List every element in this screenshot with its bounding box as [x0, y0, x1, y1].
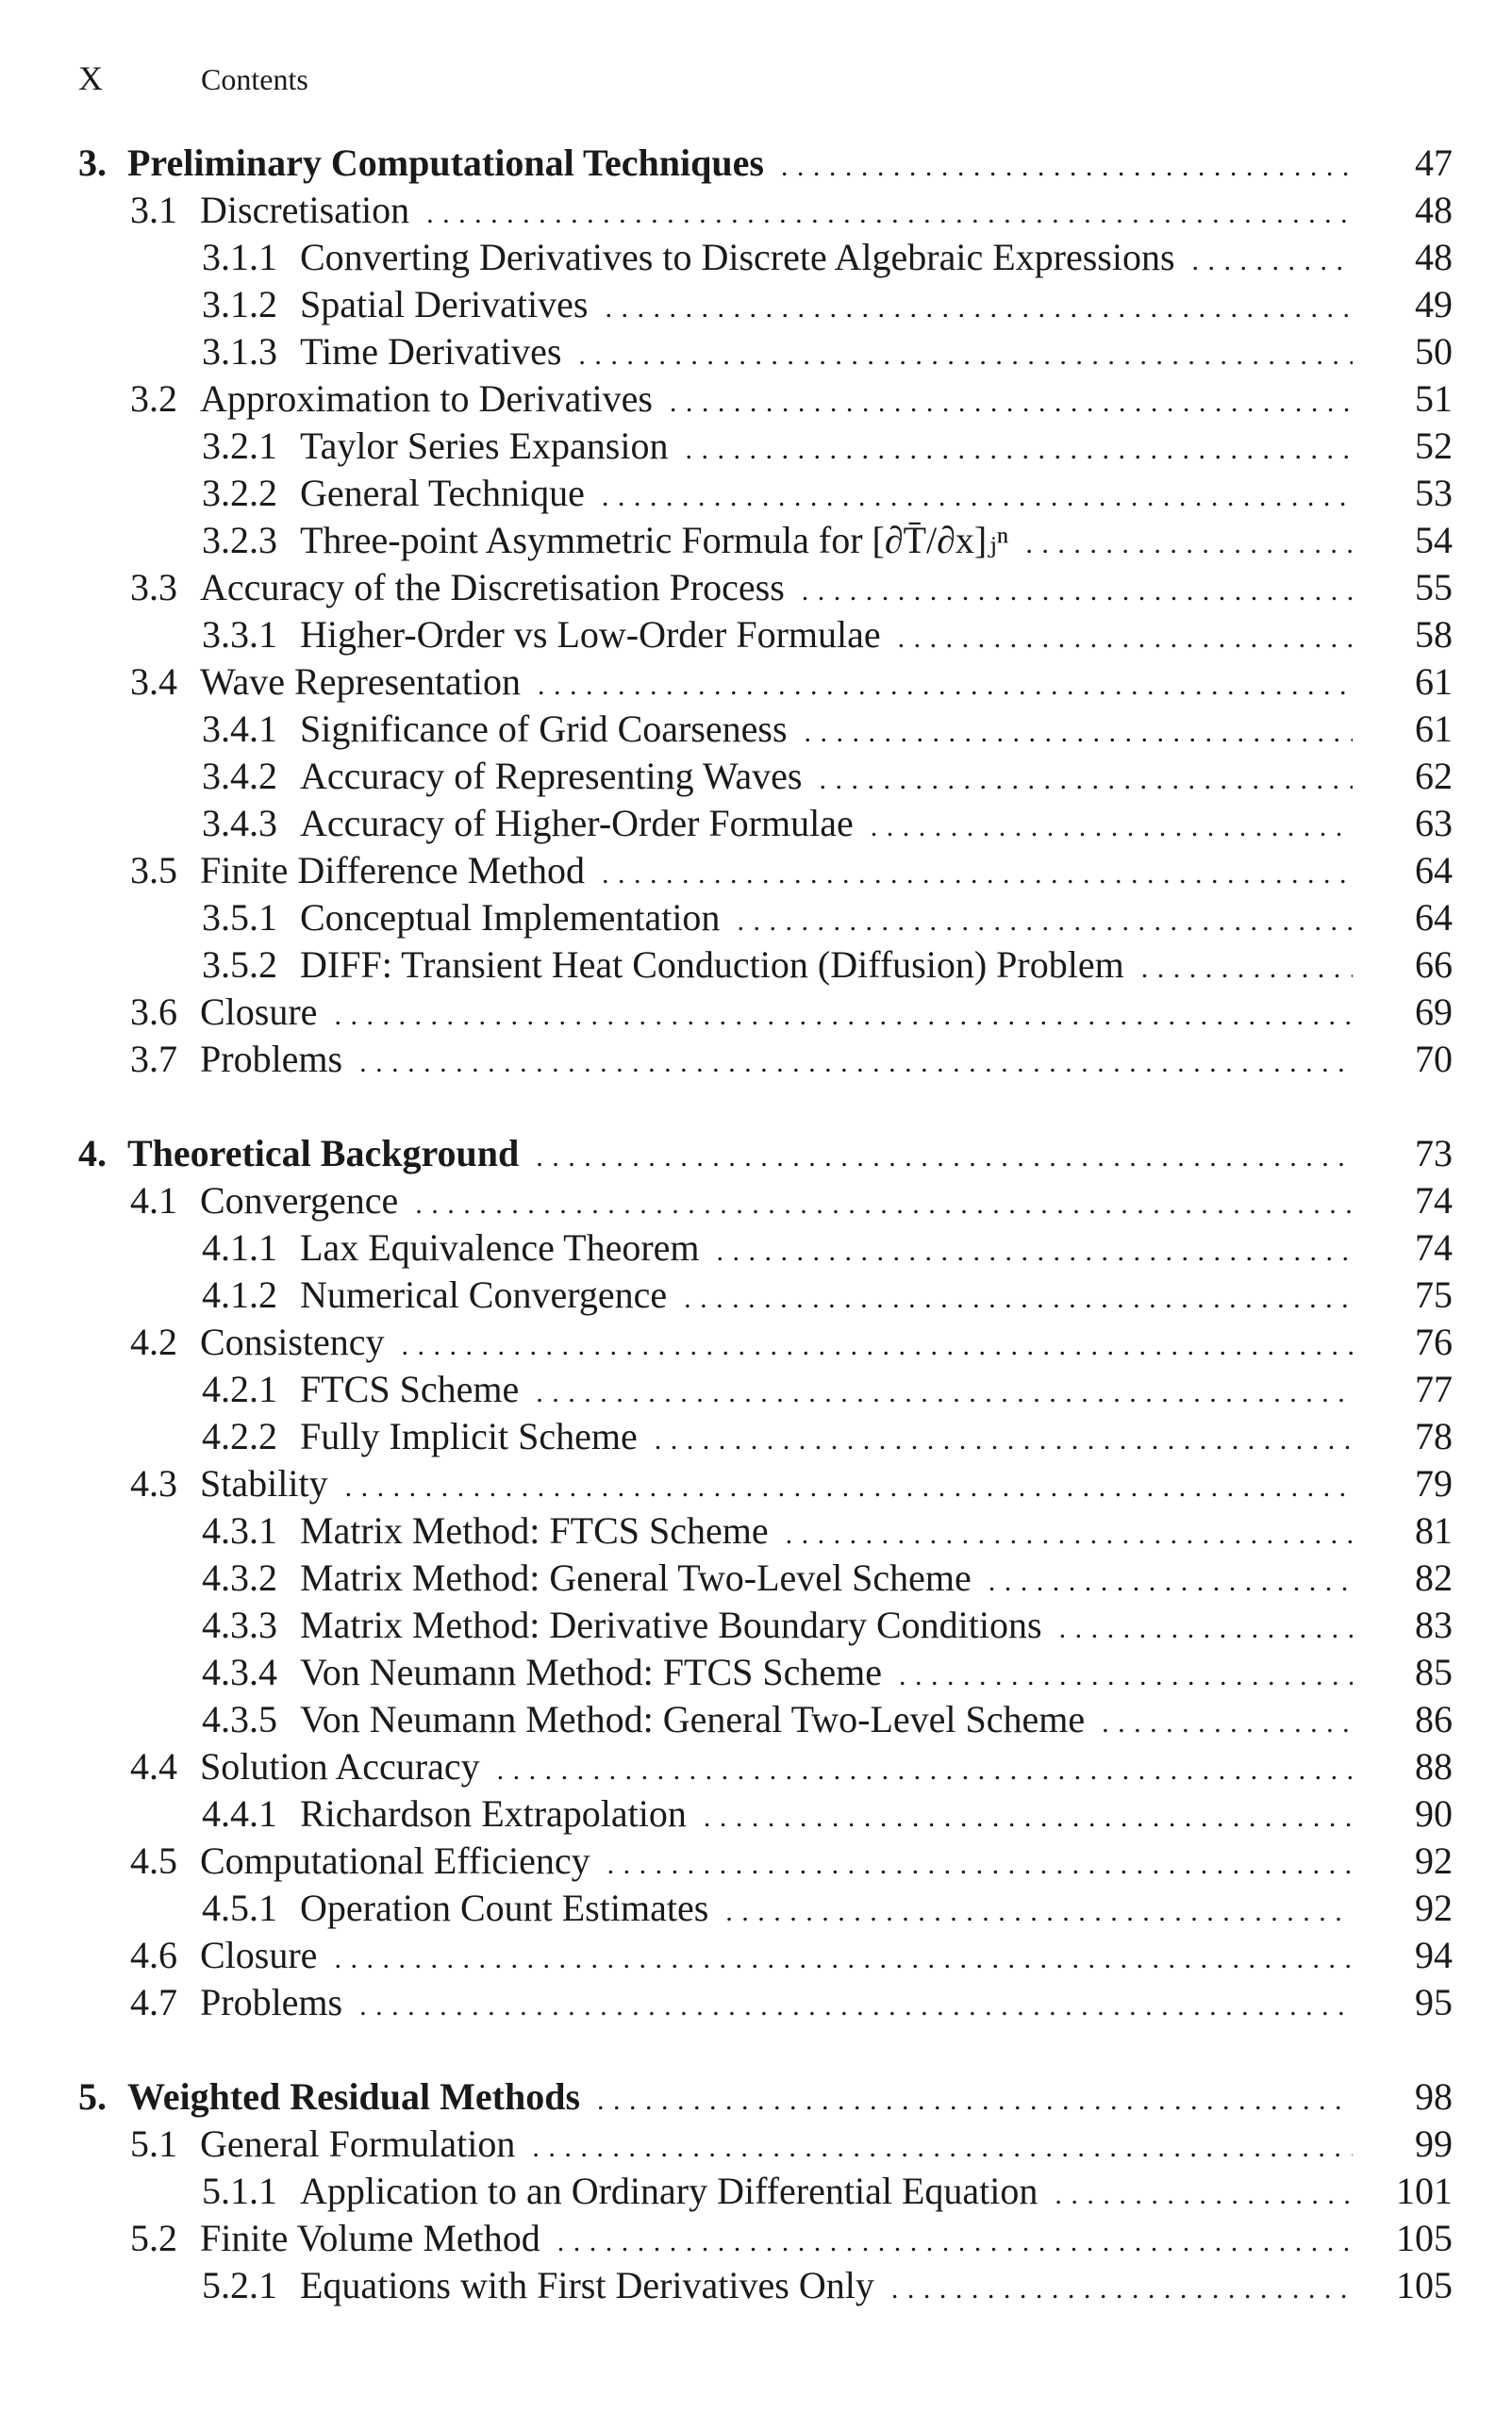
- running-head: [78, 58, 644, 106]
- toc-subsection-entry: [0, 941, 1512, 989]
- toc-section-entry: [0, 1177, 1512, 1224]
- toc-page-number: 52: [1415, 424, 1453, 467]
- toc-number: 4.5.1: [202, 1887, 277, 1929]
- toc-page-number: 105: [1396, 2264, 1453, 2306]
- toc-number: 3.: [78, 141, 107, 184]
- toc-title: Time Derivatives: [300, 330, 562, 373]
- toc-title: Matrix Method: General Two-Level Scheme: [300, 1556, 972, 1599]
- toc-number: 3.1.1: [202, 236, 277, 278]
- toc-number: 3.2.2: [202, 472, 277, 514]
- toc-section-entry: [0, 1036, 1512, 1083]
- toc-number: 5.1.1: [202, 2170, 277, 2212]
- toc-title: Application to an Ordinary Differential Equation: [300, 2170, 1038, 2212]
- toc-entry-heading: [130, 1460, 328, 1507]
- toc-page-number: 53: [1415, 472, 1453, 514]
- toc-entry-heading: [202, 517, 1008, 564]
- toc-page-number: 94: [1415, 1934, 1453, 1976]
- toc-subsection-entry: [0, 2262, 1512, 2309]
- toc-page-number: 54: [1415, 519, 1453, 561]
- toc-section-entry: [0, 1319, 1512, 1366]
- toc-page-number: 92: [1415, 1887, 1453, 1929]
- toc-number: 4.3.1: [202, 1509, 277, 1552]
- toc-title: Closure: [200, 990, 318, 1033]
- toc-number: 4.3.3: [202, 1604, 277, 1646]
- toc-section-entry: [0, 1838, 1512, 1885]
- toc-subsection-entry: [0, 328, 1512, 375]
- dot-leader: [786, 1507, 1353, 1558]
- toc-subsection-entry: [0, 1366, 1512, 1413]
- toc-page-number: 48: [1415, 236, 1453, 278]
- toc-number: 5.: [78, 2075, 107, 2118]
- toc-title: Richardson Extrapolation: [300, 1792, 687, 1835]
- toc-title: Matrix Method: FTCS Scheme: [300, 1509, 769, 1552]
- dot-leader: [670, 375, 1353, 426]
- toc-page-number: 83: [1415, 1604, 1453, 1646]
- toc-page-number: 49: [1415, 283, 1453, 325]
- toc-title: Solution Accuracy: [200, 1745, 480, 1788]
- toc-entry-heading: [202, 1555, 972, 1602]
- dot-leader: [684, 1272, 1353, 1323]
- toc-page-number: 70: [1415, 1038, 1453, 1080]
- toc-page-number: 92: [1415, 1839, 1453, 1882]
- toc-number: 4.3.2: [202, 1556, 277, 1599]
- toc-number: 3.5.2: [202, 943, 277, 986]
- toc-page-number: 64: [1415, 849, 1453, 891]
- toc-subsection-entry: [0, 281, 1512, 328]
- dot-leader: [334, 989, 1353, 1040]
- dot-leader: [345, 1460, 1353, 1511]
- toc-page-number: 62: [1415, 755, 1453, 797]
- toc-number: 4.3.4: [202, 1651, 277, 1693]
- dot-leader: [989, 1555, 1353, 1606]
- dot-leader: [602, 470, 1353, 521]
- toc-entry-heading: [130, 658, 521, 706]
- dot-leader: [1141, 941, 1353, 992]
- toc-title: Accuracy of Representing Waves: [300, 755, 803, 797]
- toc-entry-heading: [130, 1319, 385, 1366]
- toc-section-entry: [0, 375, 1512, 423]
- toc-page-number: 86: [1415, 1698, 1453, 1740]
- dot-leader: [602, 847, 1353, 898]
- toc-page-number: 51: [1415, 377, 1453, 420]
- toc-entry-heading: [130, 1838, 590, 1885]
- toc-page-number: 99: [1415, 2122, 1453, 2165]
- toc-subsection-entry: [0, 1885, 1512, 1932]
- toc-page-number: 98: [1415, 2075, 1453, 2118]
- toc-entry-heading: [130, 187, 409, 234]
- toc-page-number: 79: [1415, 1462, 1453, 1505]
- toc-section-entry: [0, 1932, 1512, 1979]
- toc-subsection-entry: [0, 1649, 1512, 1696]
- dot-leader: [898, 611, 1353, 662]
- toc-entry-heading: [202, 611, 881, 658]
- toc-entry-heading: [202, 281, 588, 328]
- dot-leader: [781, 140, 1353, 191]
- toc-entry-heading: [130, 847, 585, 894]
- toc-title: Accuracy of Higher-Order Formulae: [300, 802, 854, 844]
- dot-leader: [536, 1130, 1353, 1181]
- toc-entry-heading: [130, 1932, 317, 1979]
- toc-entry-heading: [130, 1036, 342, 1083]
- toc-page-number: 64: [1415, 896, 1453, 939]
- toc-chapter-entry: [0, 2073, 1512, 2121]
- toc-page-number: 66: [1415, 943, 1453, 986]
- toc-title: Significance of Grid Coarseness: [300, 707, 788, 750]
- toc-subsection-entry: [0, 894, 1512, 941]
- toc-entry-heading: [202, 894, 720, 941]
- toc-title: General Formulation: [200, 2122, 516, 2165]
- toc-section-entry: [0, 1460, 1512, 1507]
- toc-title: Spatial Derivatives: [300, 283, 589, 325]
- toc-page-number: 74: [1415, 1226, 1453, 1269]
- toc-entry-heading: [202, 941, 1124, 989]
- toc-page-number: 77: [1415, 1368, 1453, 1410]
- toc-page-number: 95: [1415, 1981, 1453, 2023]
- dot-leader: [578, 328, 1353, 379]
- toc-title: Three-point Asymmetric Formula for [∂T̄/∂x]ⱼⁿ: [300, 519, 1009, 561]
- toc-subsection-entry: [0, 2168, 1512, 2215]
- toc-subsection-entry: [0, 1555, 1512, 1602]
- toc-number: 3.2: [130, 377, 177, 420]
- toc-number: 4.: [78, 1132, 107, 1174]
- toc-entry-heading: [202, 1696, 1085, 1743]
- toc-section-entry: [0, 187, 1512, 234]
- dot-leader: [415, 1177, 1353, 1228]
- toc-number: 4.5: [130, 1839, 177, 1882]
- toc-entry-heading: [202, 2262, 874, 2309]
- toc-title: Problems: [200, 1038, 343, 1080]
- toc-number: 4.4: [130, 1745, 177, 1788]
- toc-chapter-entry: [0, 140, 1512, 187]
- dot-leader: [725, 1885, 1353, 1936]
- toc-chapter-entry: [0, 1130, 1512, 1177]
- toc-subsection-entry: [0, 753, 1512, 800]
- toc-number: 4.3: [130, 1462, 177, 1505]
- toc-number: 3.1.2: [202, 283, 277, 325]
- dot-leader: [685, 423, 1353, 474]
- toc-subsection-entry: [0, 706, 1512, 753]
- toc-page-number: 78: [1415, 1415, 1453, 1457]
- toc-title: Accuracy of the Discretisation Process: [200, 566, 785, 608]
- toc-number: 5.2: [130, 2217, 177, 2259]
- toc-number: 3.2.3: [202, 519, 277, 561]
- dot-leader: [1025, 517, 1353, 568]
- dot-leader: [557, 2215, 1353, 2266]
- toc-number: 5.2.1: [202, 2264, 277, 2306]
- toc-entry-heading: [130, 2215, 540, 2262]
- dot-leader: [802, 564, 1353, 615]
- toc-section-entry: [0, 2121, 1512, 2168]
- toc-entry-heading: [130, 989, 317, 1036]
- toc-page-number: 81: [1415, 1509, 1453, 1552]
- toc-title: Theoretical Background: [127, 1132, 520, 1174]
- toc-entry-heading: [130, 1743, 480, 1790]
- toc-page-number: 74: [1415, 1179, 1453, 1222]
- toc-title: Equations with First Derivatives Only: [300, 2264, 874, 2306]
- toc-number: 3.4: [130, 660, 177, 703]
- toc-number: 3.3: [130, 566, 177, 608]
- dot-leader: [402, 1319, 1353, 1370]
- toc-page-number: 76: [1415, 1321, 1453, 1363]
- toc-page-number: 69: [1415, 990, 1453, 1033]
- toc-page-number: 48: [1415, 189, 1453, 231]
- toc-number: 3.3.1: [202, 613, 277, 656]
- toc-title: Closure: [200, 1934, 318, 1976]
- toc-number: 4.2.2: [202, 1415, 277, 1457]
- toc-title: Weighted Residual Methods: [127, 2075, 581, 2118]
- toc-number: 4.1.2: [202, 1273, 277, 1316]
- toc-entry-heading: [202, 470, 585, 517]
- toc-entry-heading: [202, 1224, 700, 1272]
- dot-leader: [359, 1036, 1353, 1087]
- toc-subsection-entry: [0, 1413, 1512, 1460]
- toc-number: 4.7: [130, 1981, 177, 2023]
- toc-number: 5.1: [130, 2122, 177, 2165]
- toc-entry-heading: [202, 2168, 1038, 2215]
- dot-leader: [717, 1224, 1353, 1275]
- toc-number: 3.4.2: [202, 755, 277, 797]
- toc-subsection-entry: [0, 800, 1512, 847]
- toc-number: 3.6: [130, 990, 177, 1033]
- toc-page-number: 63: [1415, 802, 1453, 844]
- toc-entry-heading: [202, 328, 561, 375]
- toc-section-entry: [0, 989, 1512, 1036]
- toc-entry-heading: [202, 1790, 687, 1838]
- toc-number: 3.5: [130, 849, 177, 891]
- toc-title: Computational Efficiency: [200, 1839, 590, 1882]
- toc-title: Finite Volume Method: [200, 2217, 540, 2259]
- toc-entry-heading: [202, 1507, 769, 1555]
- toc-entry-heading: [130, 2121, 515, 2168]
- toc-page-number: 47: [1415, 141, 1453, 184]
- toc-title: Matrix Method: Derivative Boundary Conditions: [300, 1604, 1042, 1646]
- toc-number: 4.2: [130, 1321, 177, 1363]
- toc-entry-heading: [202, 1413, 638, 1460]
- toc-title: Von Neumann Method: General Two-Level Scheme: [300, 1698, 1086, 1740]
- toc-title: Conceptual Implementation: [300, 896, 721, 939]
- toc-subsection-entry: [0, 1602, 1512, 1649]
- dot-leader: [1102, 1696, 1353, 1747]
- toc-entry-heading: [130, 1177, 398, 1224]
- toc-page-number: 90: [1415, 1792, 1453, 1835]
- toc-number: 4.1: [130, 1179, 177, 1222]
- toc-section-entry: [0, 1979, 1512, 2026]
- dot-leader: [597, 2073, 1353, 2124]
- toc-title: Lax Equivalence Theorem: [300, 1226, 700, 1269]
- toc-page-number: 58: [1415, 613, 1453, 656]
- toc-entry-heading: [202, 1366, 519, 1413]
- toc-entry-heading: [202, 1602, 1042, 1649]
- toc-title: Stability: [200, 1462, 328, 1505]
- toc-page-number: 55: [1415, 566, 1453, 608]
- toc-number: 3.1.3: [202, 330, 277, 373]
- toc-title: Wave Representation: [200, 660, 521, 703]
- toc-section-entry: [0, 564, 1512, 611]
- toc-title: Taylor Series Expansion: [300, 424, 669, 467]
- dot-leader: [899, 1649, 1353, 1700]
- toc-title: DIFF: Transient Heat Conduction (Diffusion) Problem: [300, 943, 1124, 986]
- toc-number: 4.4.1: [202, 1792, 277, 1835]
- toc-subsection-entry: [0, 517, 1512, 564]
- toc-title: FTCS Scheme: [300, 1368, 520, 1410]
- dot-leader: [891, 2262, 1353, 2313]
- dot-leader: [1055, 2168, 1353, 2219]
- toc-entry-heading: [202, 1885, 708, 1932]
- toc-entry-heading: [202, 706, 788, 753]
- toc-title: Discretisation: [200, 189, 410, 231]
- toc-title: Problems: [200, 1981, 343, 2023]
- toc-title: Higher-Order vs Low-Order Formulae: [300, 613, 881, 656]
- toc-page-number: 88: [1415, 1745, 1453, 1788]
- toc-number: 3.5.1: [202, 896, 277, 939]
- toc-entry-heading: [130, 1979, 342, 2026]
- toc-subsection-entry: [0, 1790, 1512, 1838]
- toc-number: 4.6: [130, 1934, 177, 1976]
- toc-section-entry: [0, 1743, 1512, 1790]
- toc-title: Von Neumann Method: FTCS Scheme: [300, 1651, 883, 1693]
- toc-subsection-entry: [0, 423, 1512, 470]
- toc-title: Finite Difference Method: [200, 849, 586, 891]
- toc-title: Convergence: [200, 1179, 399, 1222]
- dot-leader: [805, 706, 1353, 757]
- toc-page-number: 101: [1396, 2170, 1453, 2212]
- dot-leader: [426, 187, 1353, 238]
- dot-leader: [538, 658, 1353, 709]
- toc-entry-heading: [202, 800, 854, 847]
- toc-title: Fully Implicit Scheme: [300, 1415, 638, 1457]
- dot-leader: [532, 2121, 1353, 2172]
- toc-subsection-entry: [0, 1696, 1512, 1743]
- toc-subsection-entry: [0, 611, 1512, 658]
- toc-number: 3.4.3: [202, 802, 277, 844]
- toc-number: 3.7: [130, 1038, 177, 1080]
- dot-leader: [655, 1413, 1353, 1464]
- dot-leader: [871, 800, 1353, 851]
- toc-page-number: 73: [1415, 1132, 1453, 1174]
- toc-entry-heading: [202, 753, 803, 800]
- toc-subsection-entry: [0, 234, 1512, 281]
- dot-leader: [1192, 234, 1353, 285]
- toc-title: Approximation to Derivatives: [200, 377, 653, 420]
- dot-leader: [605, 281, 1353, 332]
- dot-leader: [820, 753, 1354, 804]
- toc-page-number: 75: [1415, 1273, 1453, 1316]
- toc-number: 3.4.1: [202, 707, 277, 750]
- toc-page-number: 105: [1396, 2217, 1453, 2259]
- toc-number: 4.2.1: [202, 1368, 277, 1410]
- toc-number: 4.1.1: [202, 1226, 277, 1269]
- toc-title: General Technique: [300, 472, 585, 514]
- toc-title: Numerical Convergence: [300, 1273, 668, 1316]
- toc-page-number: 61: [1415, 707, 1453, 750]
- toc-section-entry: [0, 847, 1512, 894]
- toc-entry-heading: [78, 1130, 519, 1177]
- toc-page-number: 82: [1415, 1556, 1453, 1599]
- toc-entry-heading: [78, 2073, 580, 2121]
- toc-entry-heading: [202, 1649, 882, 1696]
- toc-subsection-entry: [0, 1507, 1512, 1555]
- toc-section-entry: [0, 658, 1512, 706]
- toc-entry-heading: [130, 564, 785, 611]
- dot-leader: [497, 1743, 1353, 1794]
- toc-page-number: 85: [1415, 1651, 1453, 1693]
- toc-entry-heading: [202, 234, 1175, 281]
- toc-number: 4.3.5: [202, 1698, 277, 1740]
- toc-entry-heading: [78, 140, 764, 187]
- toc-title: Operation Count Estimates: [300, 1887, 709, 1929]
- toc-page-number: 61: [1415, 660, 1453, 703]
- toc-entry-heading: [130, 375, 653, 423]
- toc-page-number: 50: [1415, 330, 1453, 373]
- dot-leader: [607, 1838, 1353, 1889]
- toc-subsection-entry: [0, 470, 1512, 517]
- toc-entry-heading: [202, 1272, 667, 1319]
- dot-leader: [737, 894, 1353, 945]
- toc-title: Preliminary Computational Techniques: [127, 141, 764, 184]
- toc-subsection-entry: [0, 1224, 1512, 1272]
- dot-leader: [334, 1932, 1353, 1983]
- toc-number: 3.1: [130, 189, 177, 231]
- running-head-label: Contents: [201, 62, 308, 96]
- toc-title: Converting Derivatives to Discrete Algebraic Expressions: [300, 236, 1175, 278]
- dot-leader: [359, 1979, 1353, 2030]
- toc-title: Consistency: [200, 1321, 385, 1363]
- toc-section-entry: [0, 2215, 1512, 2262]
- dot-leader: [1059, 1602, 1353, 1653]
- dot-leader: [704, 1790, 1353, 1841]
- page-numeral: X: [78, 59, 104, 97]
- toc-subsection-entry: [0, 1272, 1512, 1319]
- toc-entry-heading: [202, 423, 668, 470]
- toc-number: 3.2.1: [202, 424, 277, 467]
- dot-leader: [536, 1366, 1353, 1417]
